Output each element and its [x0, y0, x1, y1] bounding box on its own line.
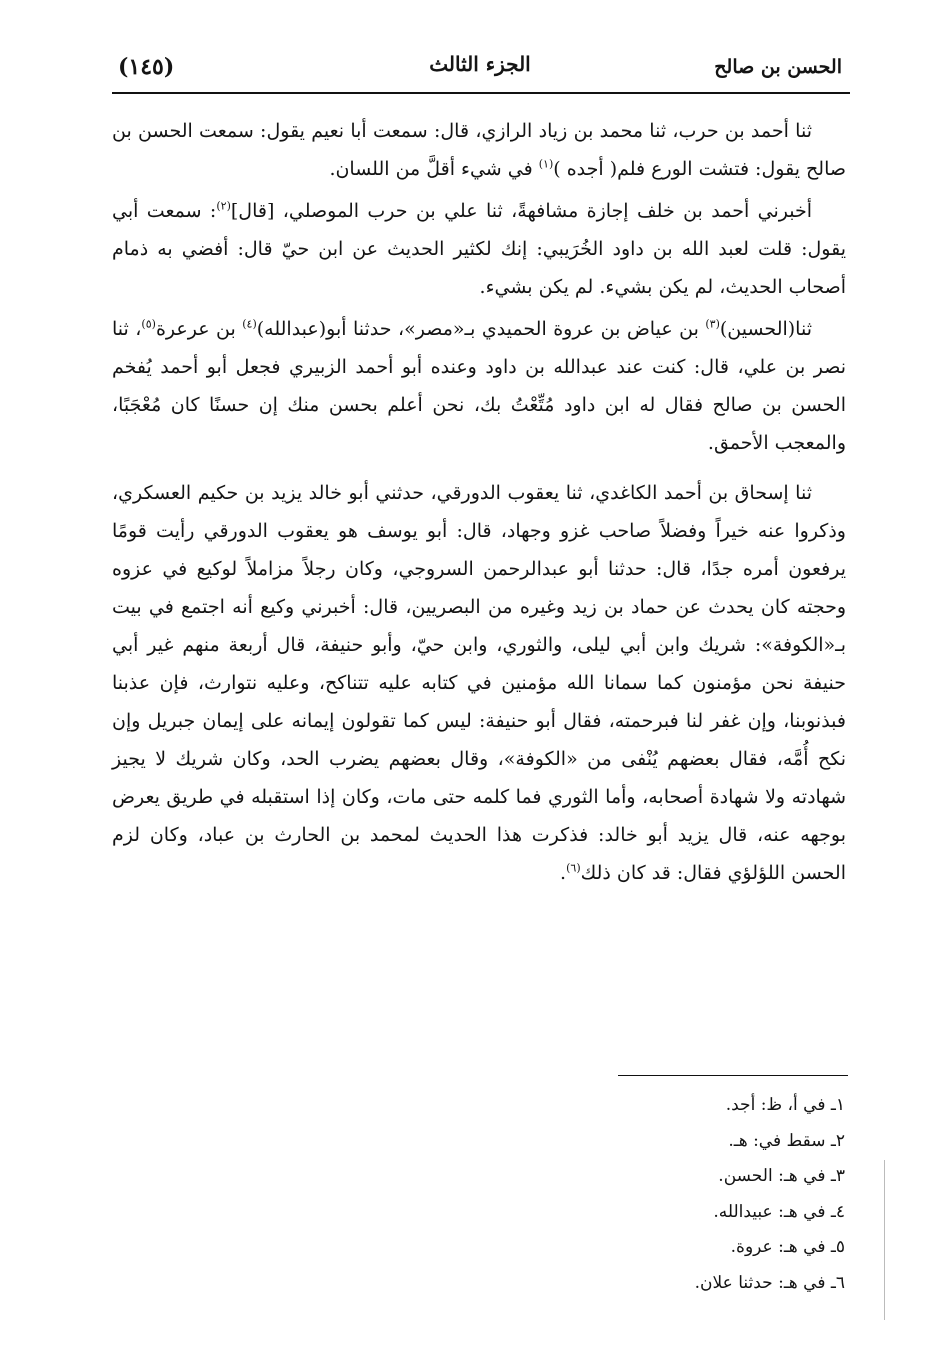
page-number: (١٤٥)	[118, 54, 175, 80]
paragraph-4	[112, 474, 846, 892]
footnote-ref-2: (٢)	[216, 199, 231, 213]
paragraph-2	[112, 192, 846, 306]
paragraph-1	[112, 112, 846, 188]
footnote-ref-6: (٦)	[566, 861, 581, 875]
paragraph-3-text-b: بن عياض بن عروة الحميدي بـ«مصر»، حدثنا أبو(عبدالله)	[256, 318, 706, 340]
footnote-ref-5: (٥)	[141, 317, 156, 331]
paragraph-3-text-a: ثنا(الحسين)	[719, 318, 812, 340]
paragraph-4-text-end: .	[560, 862, 567, 884]
paragraph-3-text-c: بن عرعرة	[155, 318, 243, 340]
footnote-ref-4: (٤)	[242, 317, 257, 331]
footnote-item: ١ـ في أ، ظ: أجد.	[725, 1095, 845, 1115]
footnote-item: ٢ـ سقط في: هـ.	[728, 1130, 845, 1151]
paragraph-4-text: ثنا إسحاق بن أحمد الكاغدي، ثنا يعقوب الدورقي، حدثني أبو خالد يزيد بن حكيم العسكري، وذكروا عنه خيراً وفضلاً صاحب غزو وجهاد، قال: أبو يوسف هو يعقوب الدورقي رأيت قومًا يرفعون أمره جدًا، قال: حدثنا أبو عبدالرحمن السروجي، وكان رجلاً مزاملاً لوكيع في عزوه وحجته كان يحدث عن حماد بن زيد وغيره من البصريين، قال: أخبرني وكيع أنه اجتمع في بيت بـ«الكوفة»: شريك وابن أبي ليلى، والثوري، وابن حيّ، وأبو حنيفة، قال أربعة منهم غير أبي حنيفة نحن مؤمنون كما سمانا الله مؤمنين في كتابه عليه تتناكح، وعليه نتوارث، فإن عذبنا فبذنوبنا، وإن غفر لنا فبرحمته، فقال أبو حنيفة: ليس كما تقولون إيمانه على إيمان جبريل وإن نكح أُمَّه، فقال بعضهم يُنْفى من «الكوفة»، وقال بعضهم يضرب الحد، وكان شريك لا يجيز شهادته ولا شهادة أصحابه، وأما الثوري فما كلمه حتى مات، وكان إذا استقبله في طريق يعرض بوجهه عنه، قال يزيد أبو خالد: فذكرت هذا الحديث لمحمد بن الحارث بن عباد، وكان لزم الحسن اللؤلؤي فقال: قد كان ذلك	[112, 482, 846, 884]
scan-margin-line	[884, 1160, 885, 1320]
paragraph-3	[112, 310, 846, 462]
footnote-item: ٤ـ في هـ: عبيدالله.	[713, 1201, 845, 1222]
footnote-divider	[618, 1075, 848, 1076]
footnotes	[445, 1088, 845, 1301]
main-text	[112, 112, 846, 892]
page-header	[110, 48, 850, 88]
footnote-ref-1: (١)	[538, 157, 554, 171]
header-divider	[112, 92, 850, 94]
paragraph-3-text-d: ، ثنا نصر بن علي، قال: كنت عند عبدالله بن داود وعنده أبو أحمد الزبيري فجعل أبو أحمد يُفخم الحسن بن صالح فقال له ابن داود مُتِّعْتُ بك، نحن أعلم بحسن منك إن حسنًا كان مُعْجَبًا، والمعجب الأحمق.	[112, 318, 846, 454]
volume-title: الجزء الثالث	[429, 52, 531, 76]
footnote-item: ٣ـ في هـ: الحسن.	[718, 1166, 845, 1186]
paragraph-1-text-end: في شيء أقلَّ من اللسان.	[329, 158, 539, 180]
footnote-ref-3: (٣)	[705, 317, 720, 331]
paragraph-1-text: ثنا أحمد بن حرب، ثنا محمد بن زياد الرازي، قال: سمعت أبا نعيم يقول: سمعت الحسن بن صالح يقول: فتشت الورع فلم( أجده )	[112, 120, 846, 180]
paragraph-2-text-end: : سمعت أبي يقول: قلت لعبد الله بن داود الخُرَيبي: إنك لكثير الحديث عن ابن حيّ قال: أفضي به ذمام أصحاب الحديث، لم يكن بشيء. لم يكن بشيء.	[112, 200, 846, 298]
paragraph-2-text: أخبرني أحمد بن خلف إجازة مشافهةً، ثنا علي بن حرب الموصلي، [قال]	[230, 200, 812, 222]
footnote-item: ٥ـ في هـ: عروة.	[730, 1237, 845, 1257]
footnote-item: ٦ـ في هـ: حدثنا علان.	[694, 1272, 845, 1293]
section-title: الحسن بن صالح	[714, 56, 842, 78]
